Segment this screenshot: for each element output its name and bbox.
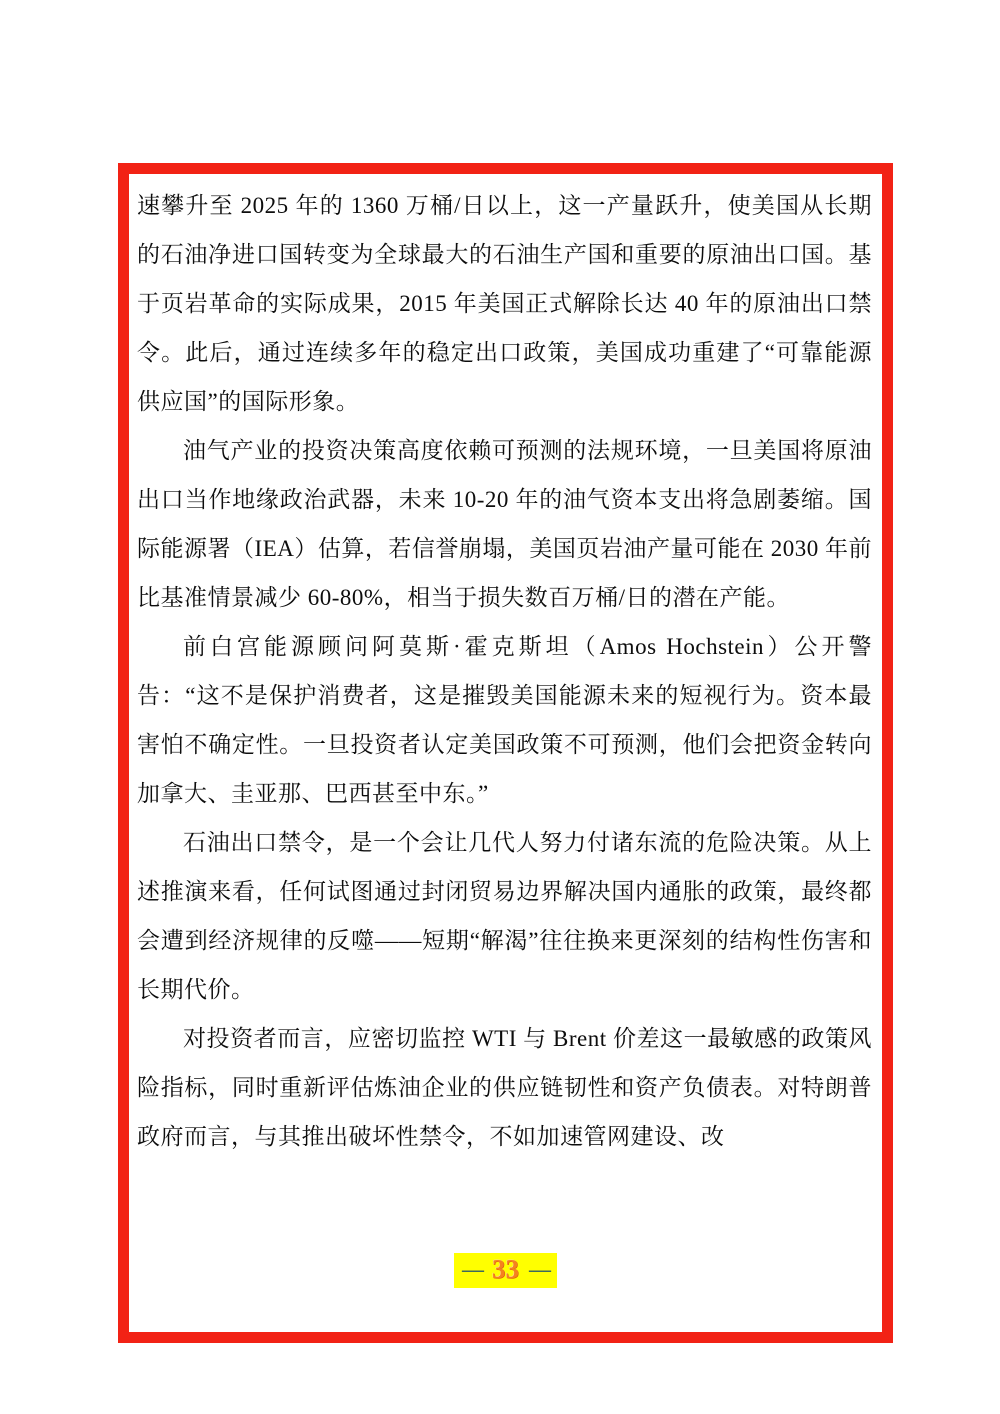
page-number-highlight [454, 1253, 557, 1288]
paragraph-export-ban-risk: 石油出口禁令，是一个会让几代人努力付诸东流的危险决策。从上述推演来看，任何试图通过封闭贸易边界解决国内通胀的政策，最终都会遭到经济规律的反噬——短期“解渴”往往换来更深刻的结构性伤害和长期代价。 [137, 830, 872, 1002]
page-number-dash-right: — [529, 1256, 549, 1282]
paragraph-investor-advice: 对投资者而言，应密切监控 WTI 与 Brent 价差这一最敏感的政策风险指标，同时重新评估炼油企业的供应链韧性和资产负债表。对特朗普政府而言，与其推出破坏性禁令，不如加速管网建设、改 [137, 1026, 872, 1149]
page-number-dash-left: — [462, 1256, 482, 1282]
paragraph-continuation: 速攀升至 2025 年的 1360 万桶/日以上，这一产量跃升，使美国从长期的石油净进口国转变为全球最大的石油生产国和重要的原油出口国。基于页岩革命的实际成果，2015 年美国正式解除长达 40 年的原油出口禁令。此后，通过连续多年的稳定出口政策，美国成功重建了“可靠能源供应国”的国际形象。 [137, 193, 872, 414]
paragraph-hochstein-quote: 前白宫能源顾问阿莫斯·霍克斯坦（Amos Hochstein）公开警告：“这不是保护消费者，这是摧毁美国能源未来的短视行为。资本最害怕不确定性。一旦投资者认定美国政策不可预测，他们会把资金转向加拿大、圭亚那、巴西甚至中东。” [137, 634, 872, 806]
page-footer [129, 1253, 882, 1288]
page-number: 33 [492, 1254, 519, 1284]
page-border-frame [118, 163, 893, 1343]
paragraph-investment-environment: 油气产业的投资决策高度依赖可预测的法规环境，一旦美国将原油出口当作地缘政治武器，未来 10-20 年的油气资本支出将急剧萎缩。国际能源署（IEA）估算，若信誉崩塌，美国页岩油产量可能在 2030 年前比基准情景减少 60-80%，相当于损失数百万桶/日的潜在产能。 [137, 438, 872, 610]
body-text-block [137, 181, 872, 1161]
